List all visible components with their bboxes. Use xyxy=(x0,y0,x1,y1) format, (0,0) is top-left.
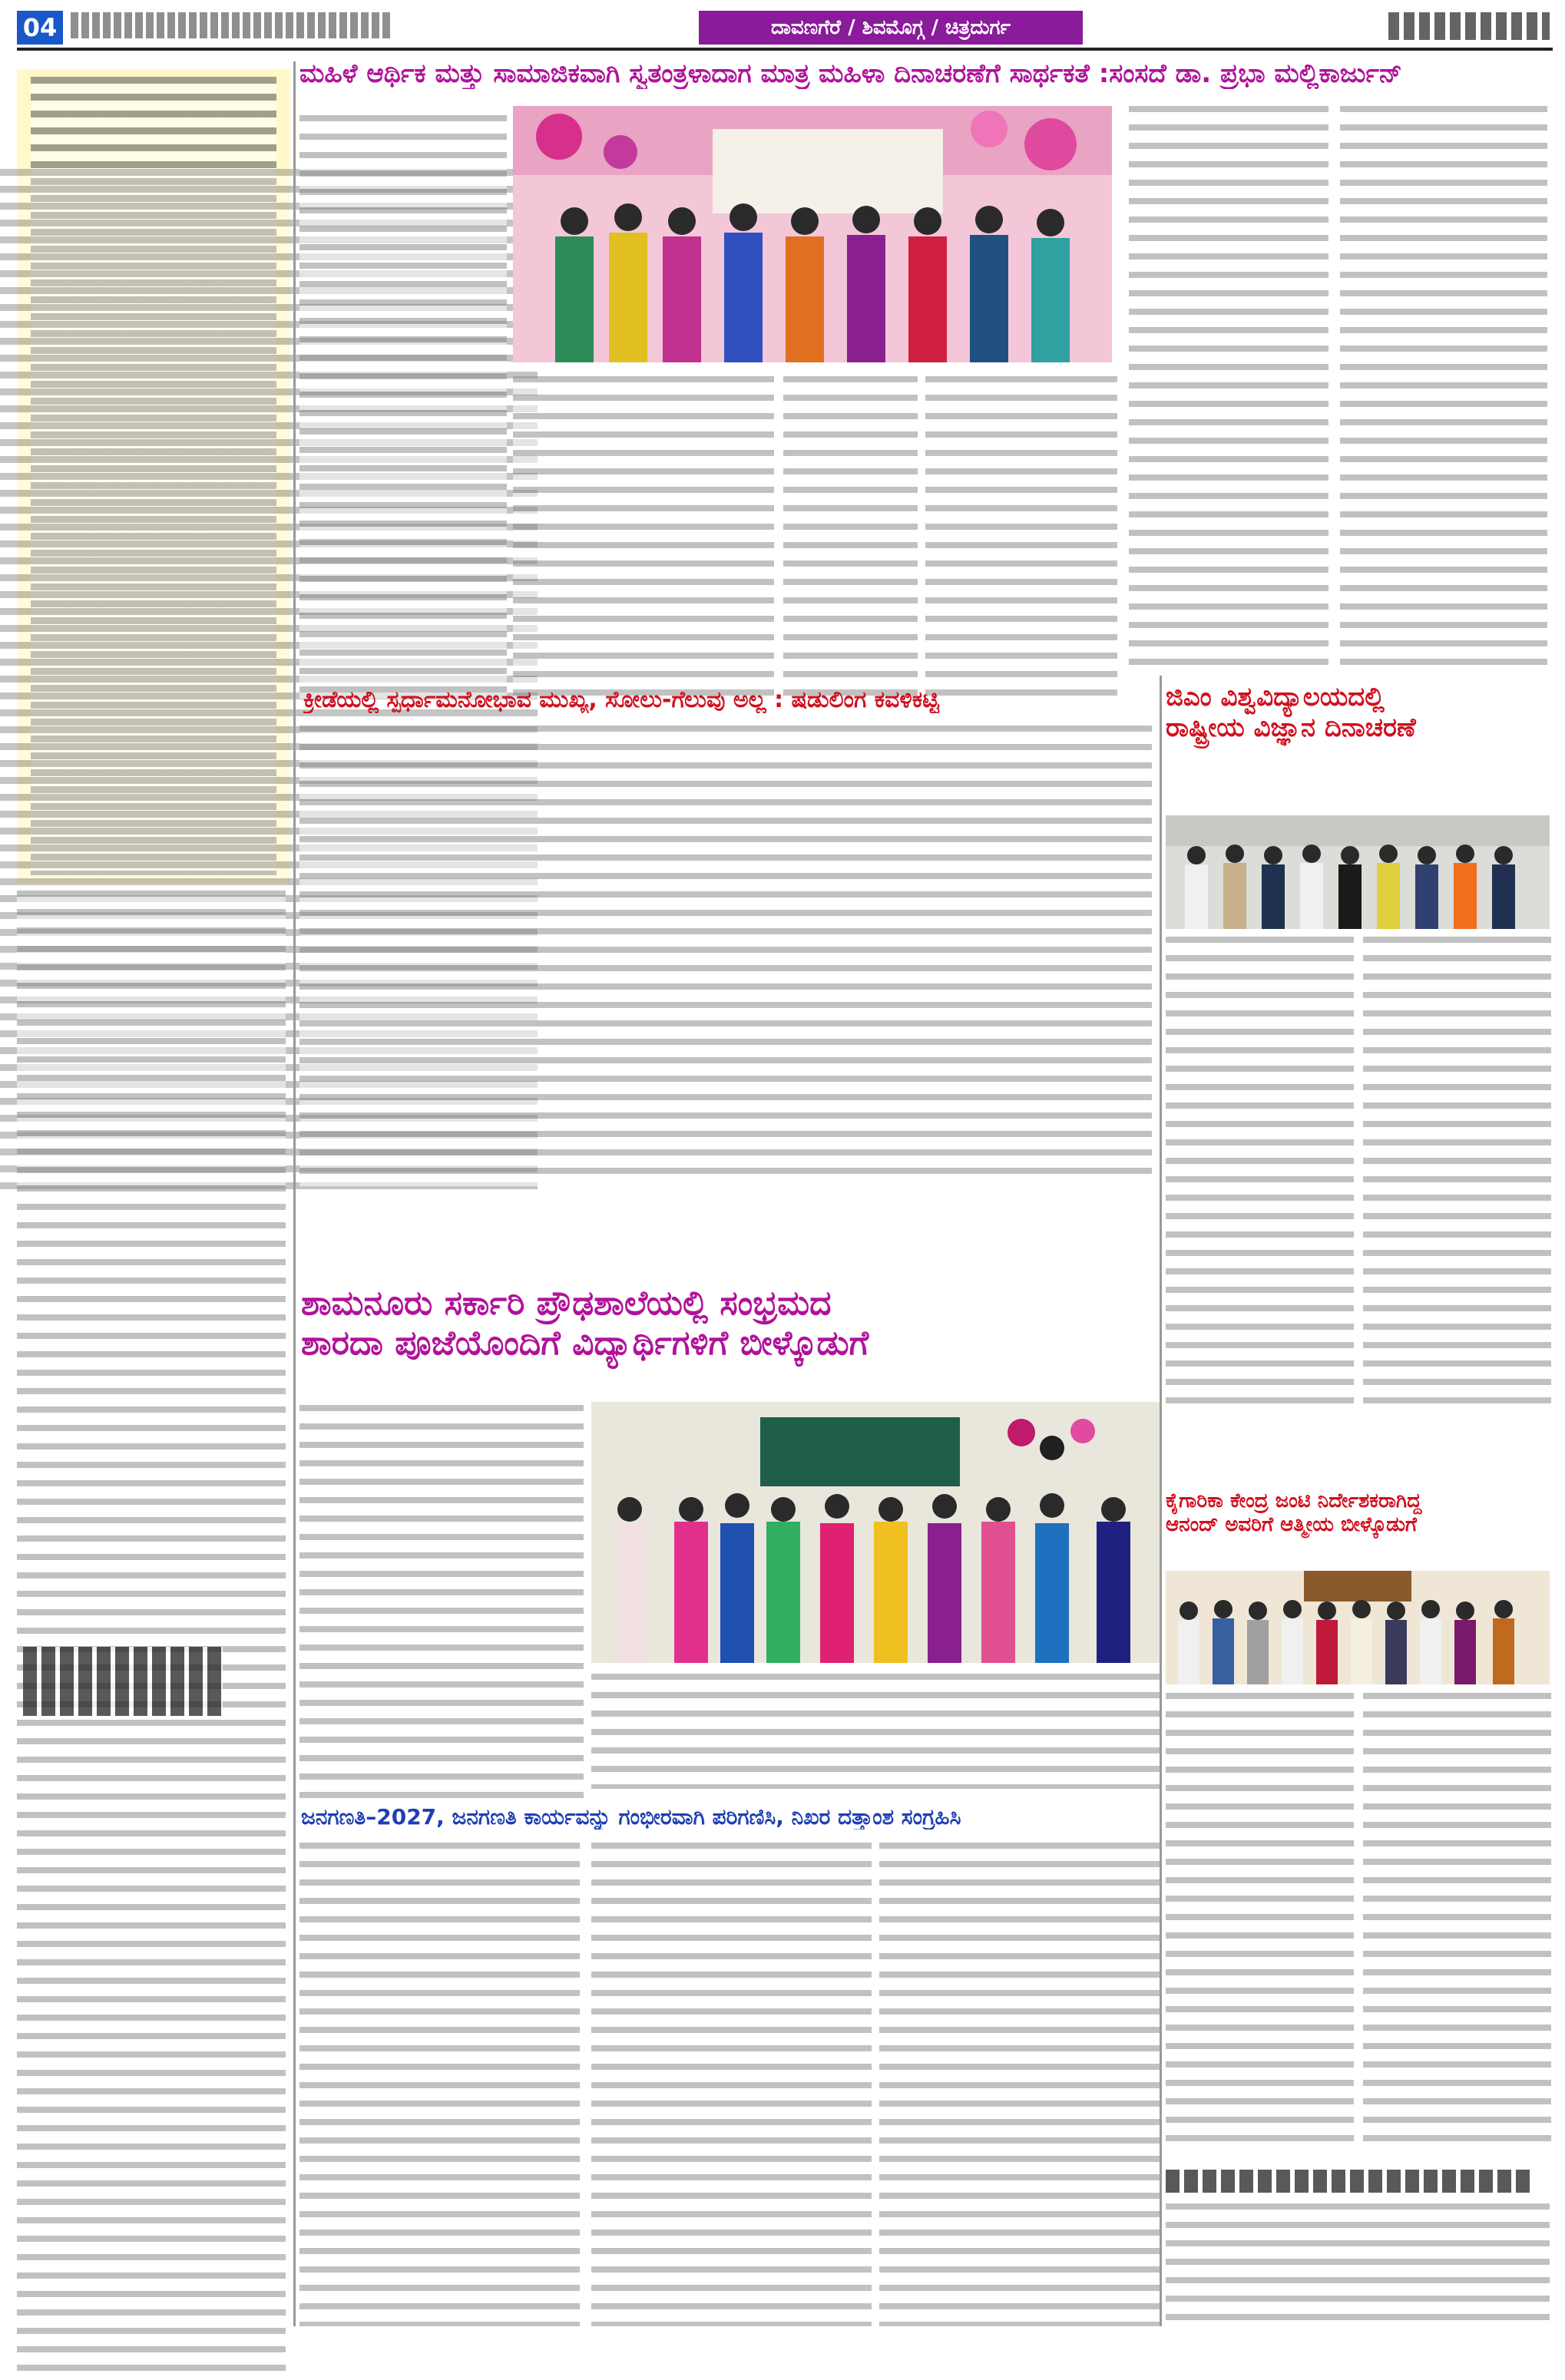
headline-farewell xyxy=(1166,1489,1550,1536)
headline-farewell-line2: ಆನಂದ್ ಅವರಿಗೆ ಆತ್ಮೀಯ ಬೀಳ್ಕೊಡುಗೆ xyxy=(1166,1512,1418,1536)
school-col-2 xyxy=(591,1674,1160,1789)
headline-science-day-line2: ರಾಷ್ಟ್ರೀಯ ವಿಜ್ಞಾನ ದಿನಾಚರಣೆ xyxy=(1166,712,1416,744)
photo-farewell xyxy=(1166,1571,1550,1684)
women-day-col-6 xyxy=(1340,106,1547,674)
headline-sports: ಕ್ರೀಡೆಯಲ್ಲಿ ಸ್ಪರ್ಧಾಮನೋಭಾವ ಮುಖ್ಯ, ಸೋಲು-ಗೆಲುವು ಅಲ್ಲ : ಷಡುಲಿಂಗ ಕವಳಿಕಟ್ಟಿ xyxy=(303,686,939,713)
masthead-logo xyxy=(1388,12,1550,40)
column-rule xyxy=(1160,676,1162,2326)
header-rule xyxy=(17,48,1553,51)
headline-science-day-line1: ಜಿಎಂ ವಿಶ್ವವಿದ್ಯಾಲಯದಲ್ಲಿ xyxy=(1166,682,1385,712)
headline-school xyxy=(301,1284,1161,1364)
bottom-right-text xyxy=(1166,2203,1550,2326)
headline-women-day: ಮಹಿಳೆ ಆರ್ಥಿಕ ಮತ್ತು ಸಾಮಾಜಿಕವಾಗಿ ಸ್ವತಂತ್ರಳಾದಾಗ ಮಾತ್ರ ಮಹಿಳಾ ದಿನಾಚರಣೆಗೆ ಸಾರ್ಥಕತೆ :ಸಂಸದೆ ಡಾ. ಪ್ರಭಾ ಮಲ್ಲಿಕಾರ್ಜುನ್ xyxy=(299,58,1402,89)
headline-school-line1: ಶಾಮನೂರು ಸರ್ಕಾರಿ ಪ್ರೌಢಶಾಲೆಯಲ್ಲಿ ಸಂಭ್ರಮದ xyxy=(301,1284,832,1323)
farewell-col-1 xyxy=(1166,1693,1354,2154)
headline-farewell-line1: ಕೈಗಾರಿಕಾ ಕೇಂದ್ರ ಜಂಟಿ ನಿರ್ದೇಶಕರಾಗಿದ್ದ xyxy=(1166,1489,1422,1512)
census-col-1 xyxy=(299,1843,580,2326)
women-day-col-2 xyxy=(513,376,774,699)
headline-school-line2: ಶಾರದಾ ಪೂಜೆಯೊಂದಿಗೆ ವಿದ್ಯಾರ್ಥಿಗಳಿಗೆ ಬೀಳ್ಕೊಡುಗೆ xyxy=(301,1323,869,1363)
dateline xyxy=(71,12,393,38)
women-day-col-4 xyxy=(925,376,1117,699)
column-rule xyxy=(293,61,296,2326)
census-col-3 xyxy=(879,1843,1160,2326)
headline-science-day xyxy=(1166,682,1550,743)
page-number: 04 xyxy=(17,11,63,45)
section-tag: ದಾವಣಗೆರೆ / ಶಿವಮೊಗ್ಗ / ಚಿತ್ರದುರ್ಗ xyxy=(699,11,1083,45)
science-day-col-2 xyxy=(1363,937,1551,1413)
headline-census: ಜನಗಣತಿ–2027, ಜನಗಣತಿ ಕಾರ್ಯವನ್ನು ಗಂಭೀರವಾಗಿ ಪರಿಗಣಿಸಿ, ನಿಖರ ದತ್ತಾಂಶ ಸಂಗ್ರಹಿಸಿ xyxy=(301,1804,961,1830)
left-subhead xyxy=(23,1647,223,1716)
photo-science-day xyxy=(1166,815,1550,929)
bottom-right-subhead xyxy=(1166,2170,1534,2193)
sports-article-text xyxy=(299,726,1152,1186)
census-col-2 xyxy=(591,1843,872,2326)
photo-school xyxy=(591,1402,1160,1663)
science-day-col-1 xyxy=(1166,937,1354,1413)
women-day-col-1 xyxy=(299,115,507,699)
women-day-col-3 xyxy=(783,376,918,699)
photo-women-day xyxy=(513,106,1112,362)
left-column-text xyxy=(17,891,286,2380)
farewell-col-2 xyxy=(1363,1693,1551,2154)
women-day-col-5 xyxy=(1129,106,1328,674)
school-col-1 xyxy=(299,1405,584,1804)
